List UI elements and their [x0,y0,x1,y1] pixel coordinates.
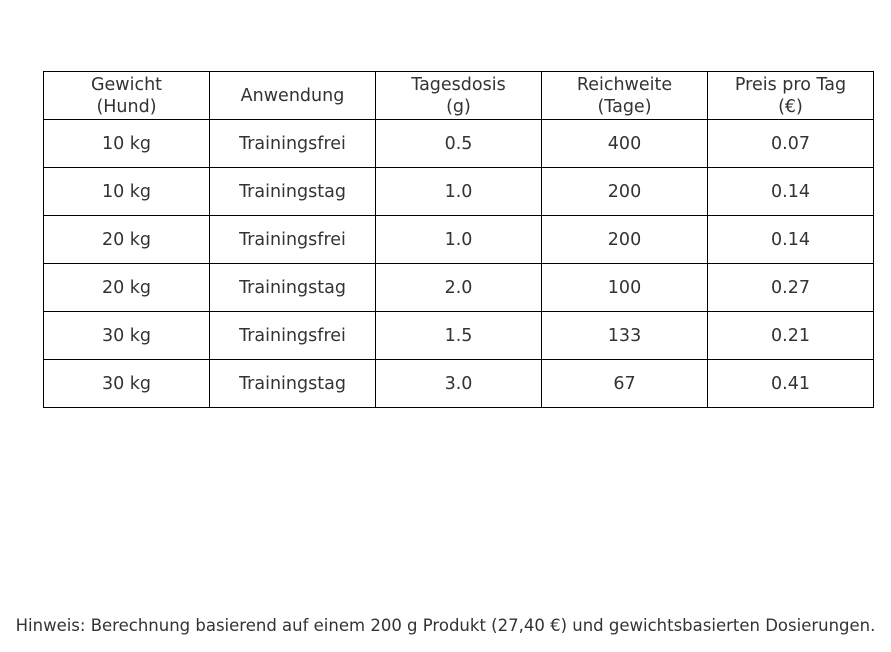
cell-daily-dose: 1.0 [376,216,542,264]
header-price-per-day [708,72,874,120]
header-daily-dose-line2: (g) [446,96,471,117]
cell-weight: 10 kg [44,168,210,216]
cell-usage: Trainingsfrei [210,216,376,264]
table-row [44,312,874,360]
header-range-line2: (Tage) [597,96,652,117]
cell-range: 200 [542,168,708,216]
header-weight-line2: (Hund) [96,96,157,117]
cell-price: 0.07 [708,120,874,168]
dosage-table [43,71,874,408]
cell-usage: Trainingsfrei [210,120,376,168]
cell-weight: 30 kg [44,360,210,408]
header-range-line1: Reichweite [576,74,673,95]
header-price-line2: (€) [778,96,803,117]
cell-daily-dose: 1.5 [376,312,542,360]
cell-usage: Trainingstag [210,168,376,216]
header-weight [44,72,210,120]
table-row [44,168,874,216]
cell-price: 0.14 [708,216,874,264]
header-weight-line1: Gewicht [90,74,163,95]
header-usage-line1: Anwendung [240,85,345,106]
footnote: Hinweis: Berechnung basierend auf einem 200 g Produkt (27,40 €) und gewichtsbasierten Dosierungen. [15,616,876,635]
header-daily-dose [376,72,542,120]
cell-daily-dose: 0.5 [376,120,542,168]
cell-range: 200 [542,216,708,264]
table-row [44,216,874,264]
table-header-row [44,72,874,120]
header-daily-dose-line1: Tagesdosis [411,74,506,95]
cell-usage: Trainingstag [210,264,376,312]
cell-daily-dose: 2.0 [376,264,542,312]
header-usage [210,72,376,120]
table-row [44,360,874,408]
cell-usage: Trainingsfrei [210,312,376,360]
cell-range: 100 [542,264,708,312]
cell-weight: 20 kg [44,264,210,312]
cell-daily-dose: 1.0 [376,168,542,216]
header-range [542,72,708,120]
cell-price: 0.27 [708,264,874,312]
cell-price: 0.21 [708,312,874,360]
cell-price: 0.14 [708,168,874,216]
cell-usage: Trainingstag [210,360,376,408]
cell-daily-dose: 3.0 [376,360,542,408]
header-price-line1: Preis pro Tag [734,74,847,95]
cell-range: 67 [542,360,708,408]
cell-weight: 10 kg [44,120,210,168]
cell-range: 133 [542,312,708,360]
cell-weight: 30 kg [44,312,210,360]
cell-weight: 20 kg [44,216,210,264]
cell-range: 400 [542,120,708,168]
cell-price: 0.41 [708,360,874,408]
table-row [44,120,874,168]
table-row [44,264,874,312]
